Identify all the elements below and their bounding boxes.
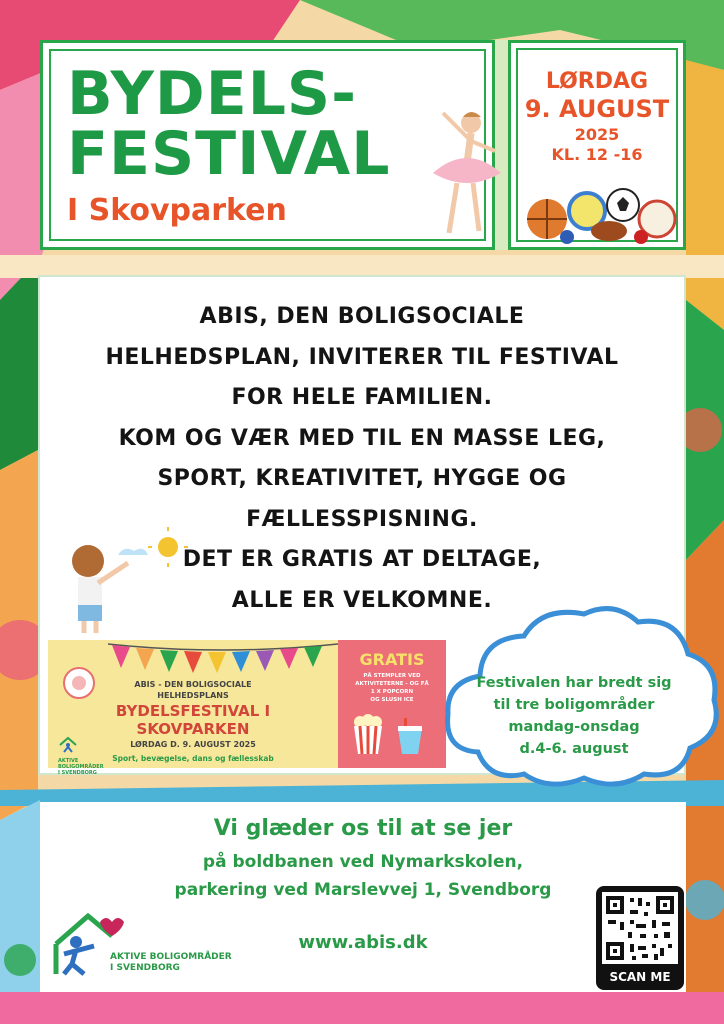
footer-line-1: på boldbanen ved Nymarkskolen, (202, 852, 524, 872)
banner-tagline: Sport, bevægelse, dans og fællesskab (112, 754, 274, 763)
invitation-line: DET ER GRATIS AT DELTAGE, (182, 547, 542, 572)
banner-title-2: SKOVPARKEN (136, 720, 250, 738)
cloud-line: d.4-6. august (519, 741, 629, 757)
gratis-title: GRATIS (359, 650, 425, 669)
footer-panel (40, 802, 686, 992)
abis-logo (50, 908, 232, 982)
website-link[interactable]: www.abis.dk (298, 932, 428, 953)
banner-logo (58, 736, 114, 776)
qr-pattern-icon (602, 892, 678, 964)
subtitle: I Skovparken (67, 193, 287, 228)
cloud-line: Festivalen har bredt sig (476, 675, 672, 691)
sports-balls-illustration (523, 185, 681, 245)
popcorn-and-slush-icon (348, 712, 436, 756)
date-day: LØRDAG (545, 69, 649, 94)
date-panel (508, 40, 686, 250)
bunting-flags-icon (108, 640, 338, 676)
banner-logo-line-2: I SVENDBORG (58, 770, 97, 776)
title-line-2: FESTIVAL (67, 119, 391, 189)
invitation-line: HELHEDSPLAN, INVITERER TIL FESTIVAL (105, 344, 619, 370)
cloud-line: mandag-onsdag (508, 719, 640, 735)
title-panel (40, 40, 495, 250)
festival-banner (48, 640, 338, 776)
invitation-line: KOM OG VÆR MED TIL EN MASSE LEG, (118, 425, 606, 451)
banner-logo-line-1: AKTIVE BOLIGOMRÅDER (58, 758, 104, 770)
ballerina-illustration (413, 103, 503, 243)
cloud-text (462, 672, 686, 760)
abis-logo-line-1: AKTIVE BOLIGOMRÅDER (110, 952, 232, 962)
gratis-line: 1 X POPCORN (370, 689, 414, 695)
date-date: 9. AUGUST (524, 95, 670, 123)
date-year: 2025 (574, 125, 620, 144)
abis-logo-text (110, 952, 232, 974)
gratis-panel (338, 640, 446, 768)
invitation-line: ALLE ER VELKOMNE. (231, 587, 493, 613)
banner-line-1: ABIS - DEN BOLIGSOCIALE (134, 680, 252, 689)
gratis-line: OG SLUSH ICE (370, 697, 414, 703)
qr-label: SCAN ME (609, 970, 671, 984)
banner-line-2: HELHEDSPLANS (157, 691, 229, 700)
child-drawing-illustration (58, 527, 188, 637)
qr-code[interactable] (596, 886, 684, 990)
footer-headline: Vi glæder os til at se jer (213, 816, 513, 841)
gratis-text (338, 672, 446, 704)
abis-logo-line-2: I SVENDBORG (110, 963, 180, 973)
gratis-line: PÅ STEMPLER VED (363, 673, 421, 679)
invitation-line: SPORT, KREATIVITET, HYGGE OG (157, 466, 567, 491)
footer-line-2: parkering ved Marslevvej 1, Svendborg (174, 880, 552, 900)
gratis-line: AKTIVITETERNE - OG FÅ (355, 681, 429, 687)
invitation-line: FÆLLESSPISNING. (246, 506, 478, 532)
cloud-line: til tre boligområder (493, 697, 655, 713)
invitation-line: ABIS, DEN BOLIGSOCIALE (199, 304, 525, 329)
banner-title-1: BYDELSFESTIVAL I (115, 702, 271, 720)
invitation-line: FOR HELE FAMILIEN. (231, 385, 493, 410)
house-person-icon (58, 736, 78, 754)
date-time: KL. 12 -16 (551, 145, 643, 164)
title-line-1: BYDELS- (67, 59, 358, 129)
qr-code-image (602, 892, 678, 964)
banner-date: LØRDAG D. 9. AUGUST 2025 (130, 740, 256, 749)
